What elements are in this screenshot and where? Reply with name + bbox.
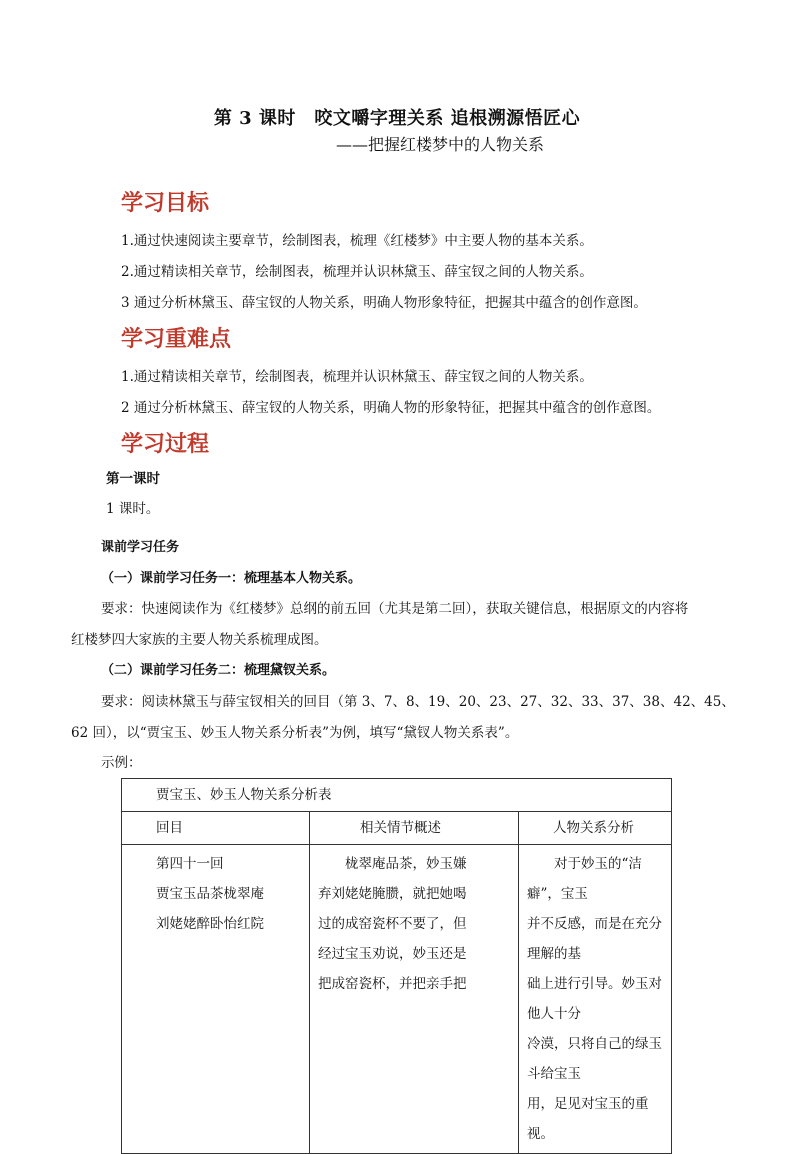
page-subtitle: ——把握红楼梦中的人物关系 — [336, 135, 545, 154]
task2-title: （二）课前学习任务二：梳理黛钗关系。 — [101, 663, 336, 678]
table-caption: 贾宝玉、妙玉人物关系分析表 — [122, 779, 672, 812]
objective-item: 1.通过快速阅读主要章节，绘制图表，梳理《红楼梦》中主要人物的基本关系。 — [121, 233, 593, 249]
objective-item: 2.通过精读相关章节，绘制图表，梳理并认识林黛玉、薛宝钗之间的人物关系。 — [121, 264, 593, 280]
objective-item: 3 通过分析林黛玉、薛宝钗的人物关系，明确人物形象特征，把握其中蕴含的创作意图。 — [121, 295, 647, 311]
plot-line: 经过宝玉劝说，妙玉还是 — [318, 946, 467, 962]
cell-analysis — [519, 845, 672, 1154]
header-plot: 相关情节概述 — [310, 812, 519, 845]
pretask-title: 课前学习任务 — [101, 540, 180, 555]
task2-text: 要求：阅读林黛玉与薛宝钗相关的回目（第 3、7、8、19、20、23、27、32、33、37、38、42、45、 — [101, 694, 735, 710]
plot-line: 过的成窑瓷杯不要了，但 — [318, 916, 467, 932]
plot-line: 弃刘姥姥腌臜，就把她喝 — [318, 886, 467, 902]
plot-line: 栊翠庵品茶，妙玉嫌 — [318, 856, 467, 872]
header-chapter: 回目 — [122, 812, 310, 845]
task1-title: （一）课前学习任务一：梳理基本人物关系。 — [101, 571, 362, 586]
page-title: 第 3 课时 咬文嚼字理关系 追根溯源悟匠心 — [213, 108, 581, 129]
key-point-item: 1.通过精读相关章节，绘制图表，梳理并认识林黛玉、薛宝钗之间的人物关系。 — [121, 369, 593, 385]
cell-chapter — [122, 845, 310, 1154]
process-heading: 学习过程 — [121, 432, 210, 457]
task1-text: 要求：快速阅读作为《红楼梦》总纲的前五回（尤其是第二回），获取关键信息，根据原文的内容将 — [101, 601, 689, 617]
analysis-line: 冷漠，只将自己的绿玉斗给宝玉 — [527, 1036, 662, 1082]
example-label: 示例： — [101, 755, 142, 771]
plot-line: 把成窑瓷杯，并把亲手把 — [318, 976, 467, 992]
analysis-line: 并不反感，而是在充分理解的基 — [527, 916, 662, 962]
cell-plot — [310, 845, 519, 1154]
key-point-item: 2 通过分析林黛玉、薛宝钗的人物关系，明确人物的形象特征，把握其中蕴含的创作意图。 — [121, 400, 661, 416]
relationship-table — [121, 778, 672, 1154]
lesson-label: 第一课时 — [106, 471, 160, 487]
chapter-line: 刘姥姥醉卧怡红院 — [156, 916, 264, 932]
analysis-line: 用，足见对宝玉的重视。 — [527, 1096, 649, 1142]
task1-text-cont: 红楼梦四大家族的主要人物关系梳理成图。 — [71, 632, 328, 648]
key-points-heading: 学习重难点 — [121, 327, 232, 352]
task2-text-cont: 62 回），以“贾宝玉、妙玉人物关系分析表”为例，填写“黛钗人物关系表”。 — [71, 725, 519, 741]
analysis-line: 础上进行引导。妙玉对他人十分 — [527, 976, 662, 1022]
analysis-line: 对于妙玉的“洁癖”，宝玉 — [527, 856, 642, 902]
header-analysis: 人物关系分析 — [519, 812, 672, 845]
duration-text: 1 课时。 — [106, 501, 160, 517]
chapter-line: 第四十一回 — [156, 856, 224, 872]
chapter-line: 贾宝玉品茶栊翠庵 — [156, 886, 264, 902]
objectives-heading: 学习目标 — [121, 191, 210, 216]
